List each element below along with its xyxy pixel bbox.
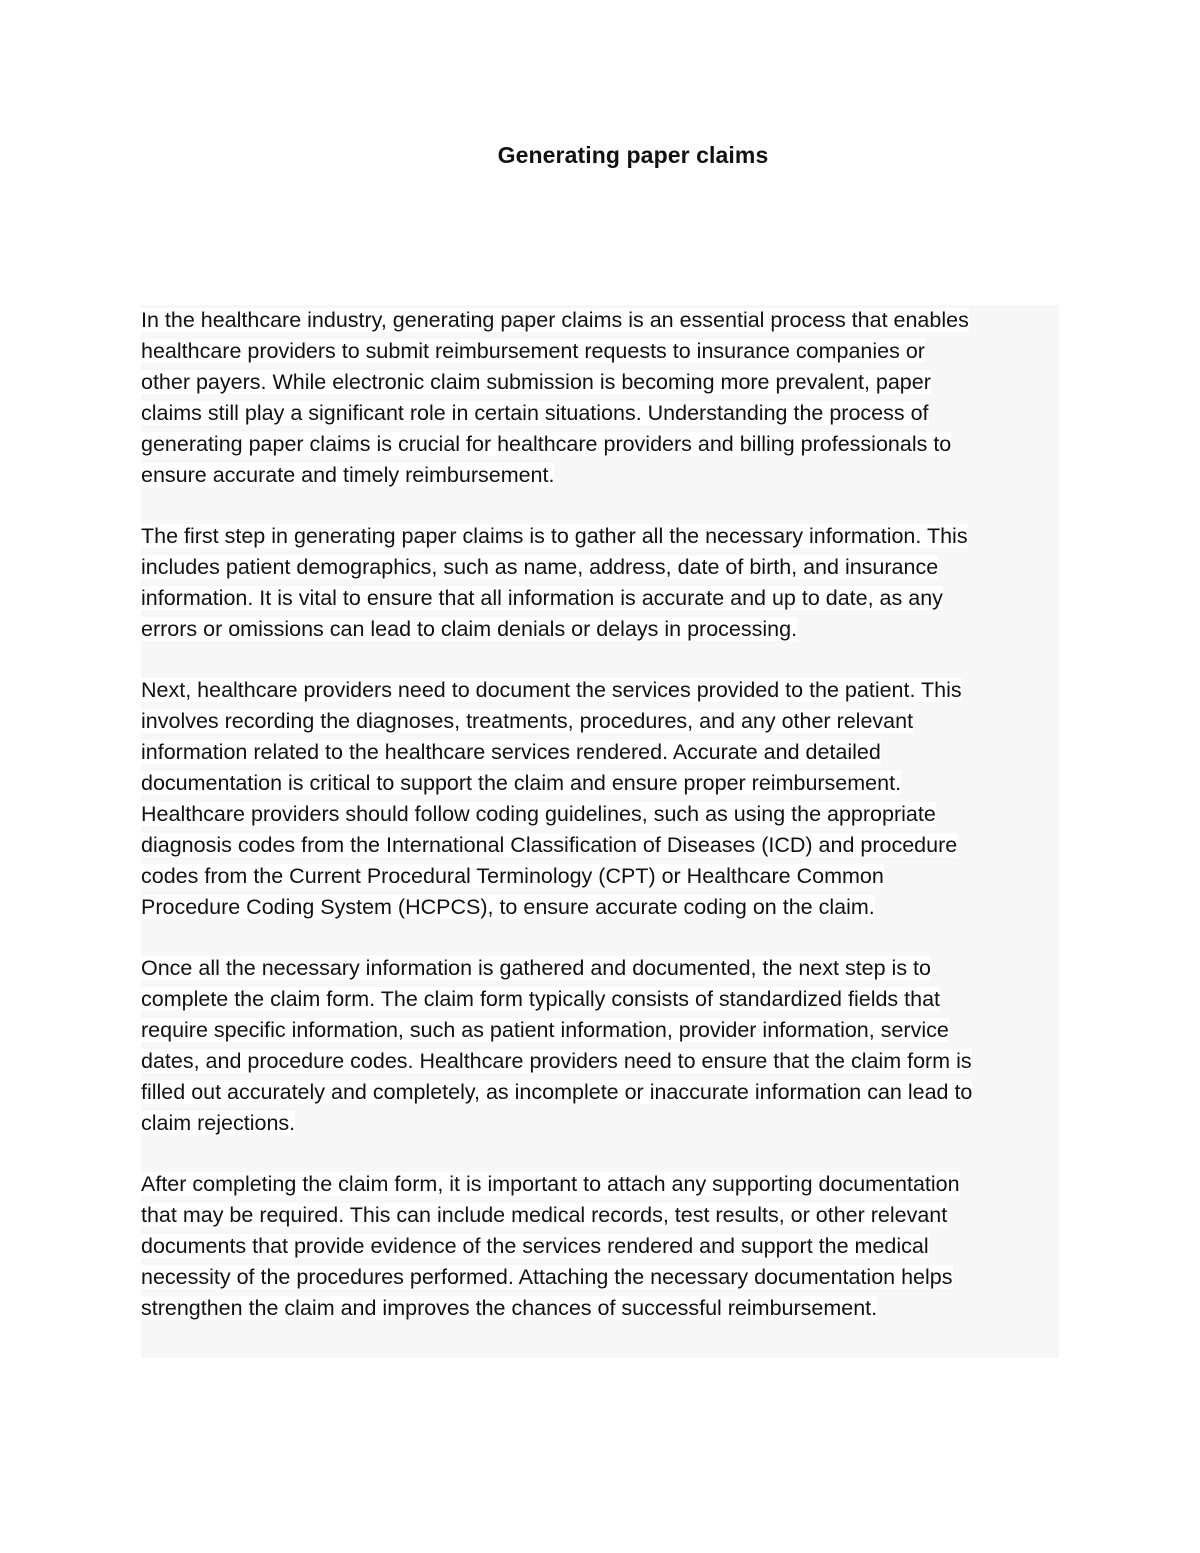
text-line-content: documentation is critical to support the claim and ensure proper reimbursement. bbox=[141, 771, 902, 795]
text-line bbox=[141, 737, 1059, 768]
text-line-content: healthcare providers to submit reimbursement requests to insurance companies or bbox=[141, 339, 925, 363]
text-line-content: that may be required. This can include medical records, test results, or other relevant bbox=[141, 1203, 948, 1227]
text-line-content: The first step in generating paper claims is to gather all the necessary information. This bbox=[141, 524, 968, 548]
text-line bbox=[141, 460, 1059, 491]
text-line bbox=[141, 614, 1059, 645]
text-line-content: generating paper claims is crucial for healthcare providers and billing professionals to bbox=[141, 432, 952, 456]
document-body bbox=[141, 305, 1059, 1354]
text-line-content: After completing the claim form, it is important to attach any supporting documentation bbox=[141, 1172, 960, 1196]
text-line bbox=[141, 1293, 1059, 1324]
paragraph bbox=[141, 521, 1059, 645]
text-line-content: strengthen the claim and improves the chances of successful reimbursement. bbox=[141, 1296, 878, 1320]
paragraph bbox=[141, 675, 1059, 923]
text-line-content: diagnosis codes from the International Classification of Diseases (ICD) and procedure bbox=[141, 833, 958, 857]
text-line-content: codes from the Current Procedural Terminology (CPT) or Healthcare Common bbox=[141, 864, 884, 888]
text-line-content: require specific information, such as patient information, provider information, service bbox=[141, 1018, 949, 1042]
text-line bbox=[141, 799, 1059, 830]
text-line bbox=[141, 1262, 1059, 1293]
text-line bbox=[141, 305, 1059, 336]
text-line-content: dates, and procedure codes. Healthcare providers need to ensure that the claim form is bbox=[141, 1049, 972, 1073]
text-line bbox=[141, 830, 1059, 861]
text-line bbox=[141, 984, 1059, 1015]
text-line bbox=[141, 953, 1059, 984]
text-line-content: documents that provide evidence of the services rendered and support the medical bbox=[141, 1234, 929, 1258]
text-line bbox=[141, 1108, 1059, 1139]
text-line bbox=[141, 1046, 1059, 1077]
text-line-content: Procedure Coding System (HCPCS), to ensure accurate coding on the claim. bbox=[141, 895, 875, 919]
text-line bbox=[141, 1169, 1059, 1200]
text-line bbox=[141, 768, 1059, 799]
text-line-content: necessity of the procedures performed. Attaching the necessary documentation helps bbox=[141, 1265, 953, 1289]
text-line bbox=[141, 892, 1059, 923]
text-line-content: claim rejections. bbox=[141, 1111, 296, 1135]
text-line-content: includes patient demographics, such as name, address, date of birth, and insurance bbox=[141, 555, 939, 579]
paragraph bbox=[141, 1169, 1059, 1324]
text-line-content: Once all the necessary information is gathered and documented, the next step is to bbox=[141, 956, 931, 980]
text-line bbox=[141, 429, 1059, 460]
text-line bbox=[141, 367, 1059, 398]
text-line-content: errors or omissions can lead to claim denials or delays in processing. bbox=[141, 617, 798, 641]
text-line-content: involves recording the diagnoses, treatments, procedures, and any other relevant bbox=[141, 709, 914, 733]
text-line-content: information related to the healthcare services rendered. Accurate and detailed bbox=[141, 740, 881, 764]
text-line bbox=[141, 521, 1059, 552]
text-line bbox=[141, 1200, 1059, 1231]
text-line bbox=[141, 1015, 1059, 1046]
text-line-content: Healthcare providers should follow coding guidelines, such as using the appropriate bbox=[141, 802, 936, 826]
paragraph bbox=[141, 953, 1059, 1139]
text-line-content: information. It is vital to ensure that all information is accurate and up to date, as any bbox=[141, 586, 943, 610]
text-line-content: other payers. While electronic claim submission is becoming more prevalent, paper bbox=[141, 370, 931, 394]
text-line bbox=[141, 398, 1059, 429]
text-line bbox=[141, 706, 1059, 737]
text-line-content: complete the claim form. The claim form typically consists of standardized fields that bbox=[141, 987, 941, 1011]
text-line-content: Next, healthcare providers need to document the services provided to the patient. This bbox=[141, 678, 962, 702]
text-line-content: filled out accurately and completely, as incomplete or inaccurate information can lead to bbox=[141, 1080, 973, 1104]
text-line bbox=[141, 675, 1059, 706]
text-line bbox=[141, 1231, 1059, 1262]
text-line-content: claims still play a significant role in certain situations. Understanding the process of bbox=[141, 401, 929, 425]
page-title: Generating paper claims bbox=[497, 142, 769, 168]
paragraph bbox=[141, 305, 1059, 491]
text-line bbox=[141, 583, 1059, 614]
text-line-content: ensure accurate and timely reimbursement. bbox=[141, 463, 555, 487]
text-line bbox=[141, 861, 1059, 892]
text-line bbox=[141, 1077, 1059, 1108]
text-line bbox=[141, 336, 1059, 367]
text-line-content: In the healthcare industry, generating paper claims is an essential process that enables bbox=[141, 308, 969, 332]
text-line bbox=[141, 552, 1059, 583]
